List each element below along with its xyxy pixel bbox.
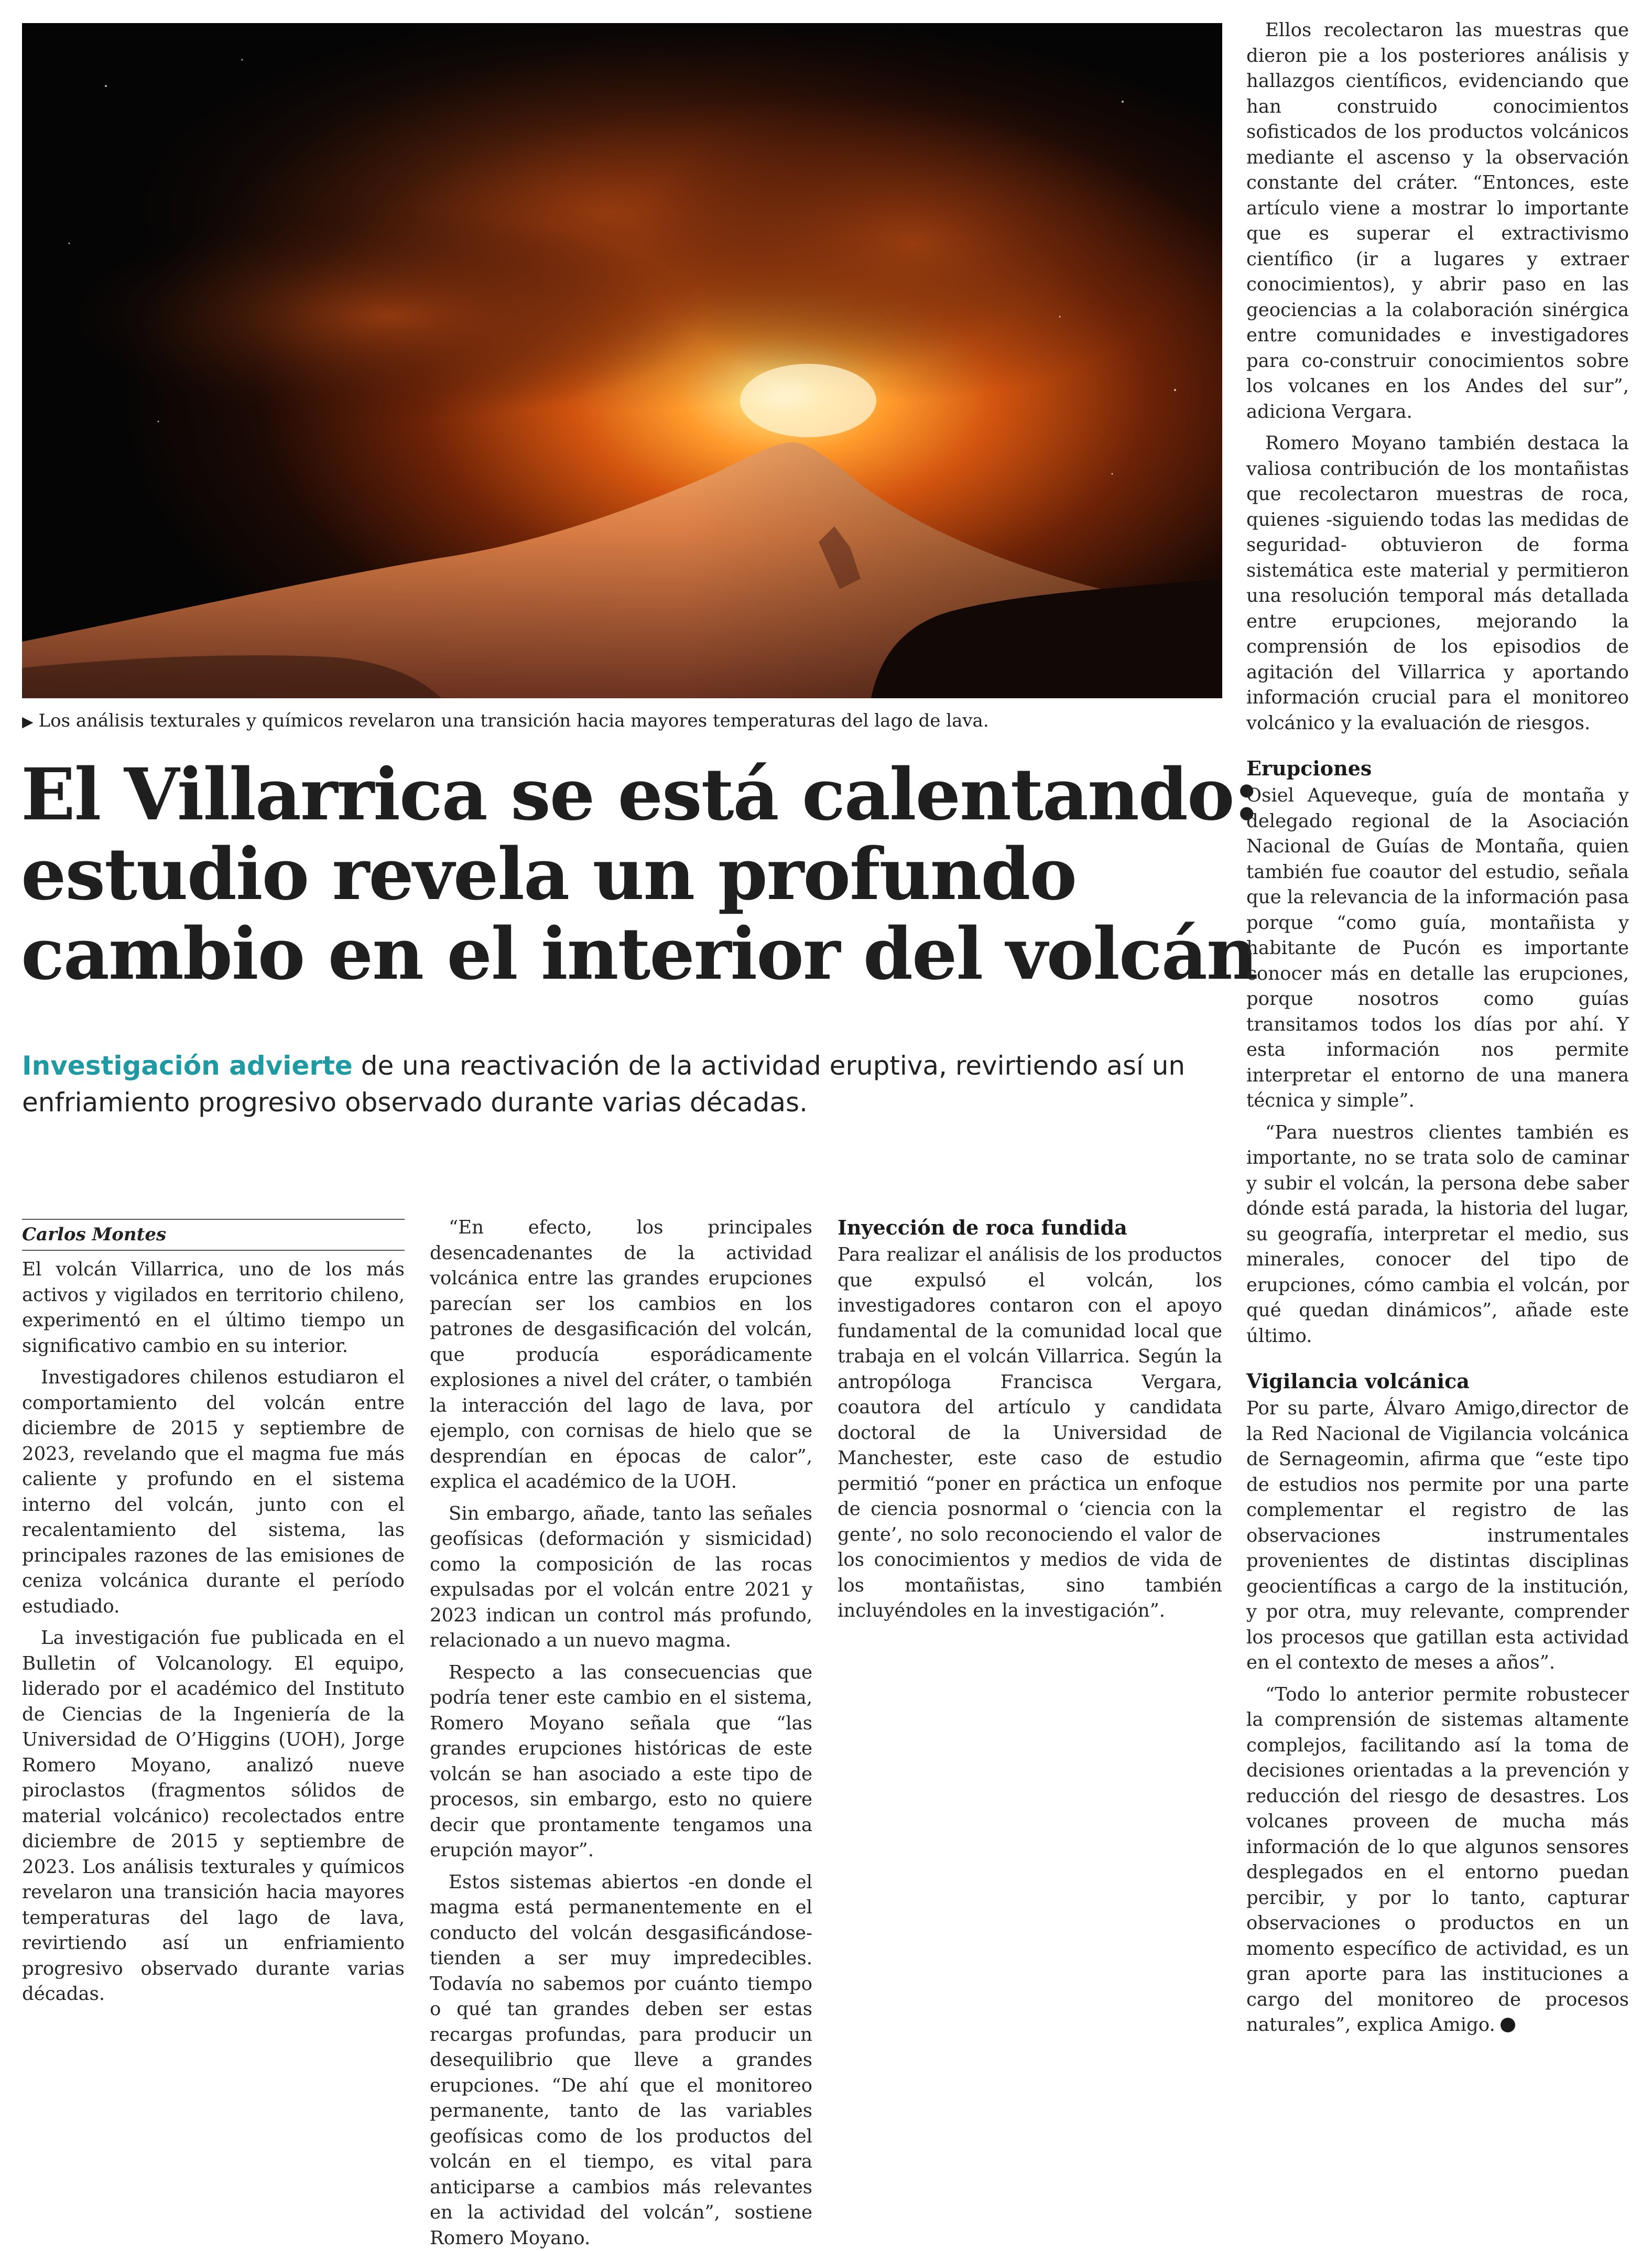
subhead-erupciones: Erupciones bbox=[1246, 756, 1629, 781]
subhead-vigilancia: Vigilancia volcánica bbox=[1246, 1369, 1629, 1394]
byline: Carlos Montes bbox=[22, 1222, 405, 1247]
dek-lead: Investigación advierte bbox=[22, 1051, 353, 1081]
caption-triangle-icon: ▶ bbox=[22, 710, 34, 734]
paragraph bbox=[1246, 1682, 1629, 2038]
paragraph: Por su parte, Álvaro Amigo,director de la Red Nacional de Vigilancia volcánica de Sernageomin, afirma que “este tipo de estudios nos permite por una parte complementar el registro de las observaciones instrumentales provenientes de distintas disciplinas geocientíficas a cargo de la institución, y por otra, muy relevante, comprender los procesos que gatillan esta actividad en el contexto de meses a años”. bbox=[1246, 1396, 1629, 1676]
paragraph: Romero Moyano también destaca la valiosa contribución de los montañistas que recolectaron muestras de roca, quienes -siguiendo todas las medidas de seguridad- obtuvieron de forma sistemática este material y permitieron una resolución temporal más detallada entre erupciones, mejorando la comprensión de los episodios de agitación del Villarrica y aportando información crucial para el monitoreo volcánico y la evaluación de riesgos. bbox=[1246, 431, 1629, 736]
byline-rule-top bbox=[22, 1219, 405, 1220]
headline-line-2: estudio revela un profundo bbox=[21, 835, 1226, 914]
caption-text: Los análisis texturales y químicos revelaron una transición hacia mayores temperaturas del lago de lava. bbox=[39, 710, 989, 731]
subhead-inyeccion: Inyección de roca fundida bbox=[838, 1215, 1222, 1240]
headline bbox=[21, 755, 1226, 994]
volcano-photo bbox=[22, 23, 1222, 698]
volcano-eruption-illustration bbox=[22, 23, 1222, 698]
end-mark-icon bbox=[1501, 2018, 1515, 2032]
paragraph: Estos sistemas abiertos -en donde el magma está permanentemente en el conducto del volcán desgasificándose- tienden a ser muy impredecibles. Todavía no sabemos por cuánto tiempo o qué tan grandes deben ser estas recargas profundas, para producir un desequilibrio que lleve a grandes erupciones. “De ahí que el monitoreo permanente, tanto de las variables geofísicas como de los productos del volcán en el tiempo, es vital para anticiparse a cambios más relevantes en la actividad del volcán”, sostiene Romero Moyano. bbox=[430, 1870, 812, 2251]
final-paragraph-text: “Todo lo anterior permite robustecer la comprensión de sistemas altamente complejos, facilitando así la toma de decisiones orientadas a la prevención y reducción del riesgo de desastres. Los volcanes proveen de mucha más información de lo que algunos sensores desplegados en el entorno puedan percibir, y por lo tanto, capturar observaciones o productos en un momento específico de actividad, es un gran aporte para las instituciones a cargo del monitoreo de procesos naturales”, explica Amigo. bbox=[1246, 1684, 1629, 2036]
paragraph: Respecto a las consecuencias que podría tener este cambio en el sistema, Romero Moyano señala que “las grandes erupciones históricas de este volcán se han asociado a este tipo de procesos, sin embargo, esto no quiere decir que prontamente tengamos una erupción mayor”. bbox=[430, 1660, 812, 1864]
article-column-4 bbox=[1246, 18, 1629, 2038]
article-column-3 bbox=[838, 1215, 1222, 1624]
headline-line-1: El Villarrica se está calentando: bbox=[21, 755, 1226, 835]
headline-line-3: cambio en el interior del volcán bbox=[21, 914, 1226, 994]
paragraph: “En efecto, los principales desencadenantes de la actividad volcánica entre las grandes erupciones parecían ser los cambios en los patrones de desgasificación del volcán, que producía esporádicamente explosiones a nivel del cráter, o también la interacción del lago de lava, por ejemplo, con cornisas de hielo que se desprendían en épocas de calor”, explica el académico de la UOH. bbox=[430, 1215, 812, 1495]
article-column-2 bbox=[430, 1215, 812, 2251]
dek bbox=[22, 1047, 1227, 1121]
paragraph: El volcán Villarrica, uno de los más activos y vigilados en territorio chileno, experimentó en el último tiempo un significativo cambio en su interior. bbox=[22, 1257, 405, 1359]
paragraph: Sin embargo, añade, tanto las señales geofísicas (deformación y sismicidad) como la composición de las rocas expulsadas por el volcán entre 2021 y 2023 indican un control más profundo, relacionado a un nuevo magma. bbox=[430, 1501, 812, 1654]
paragraph: Ellos recolectaron las muestras que dieron pie a los posteriores análisis y hallazgos científicos, evidenciando que han construido conocimientos sofisticados de los productos volcánicos mediante el ascenso y la observación constante del cráter. “Entonces, este artículo viene a mostrar lo importante que es superar el extractivismo científico (ir a lugares y extraer conocimientos), y abrir paso en las geociencias a la colaboración sinérgica entre comunidades e investigadores para co-construir conocimientos sobre los volcanes en los Andes del sur”, adiciona Vergara. bbox=[1246, 18, 1629, 425]
photo-caption bbox=[22, 709, 1222, 734]
dek-text: de una reactivación de la actividad eruptiva, revirtiendo así un enfriamiento progresivo observado durante varias décadas. bbox=[22, 1051, 1185, 1118]
paragraph: “Para nuestros clientes también es importante, no se trata solo de caminar y subir el volcán, la persona debe saber dónde está parada, la historia del lugar, su geografía, interpretar el medio, sus minerales, conocer del tipo de erupciones, cómo cambia el volcán, por qué quedan dinámicos”, añade este último. bbox=[1246, 1120, 1629, 1349]
paragraph: Investigadores chilenos estudiaron el comportamiento del volcán entre diciembre de 2015 y septiembre de 2023, revelando que el magma fue más caliente y profundo en el sistema interno del volcán, junto con el recalentamiento del sistema, las principales razones de las emisiones de ceniza volcánica durante el período estudiado. bbox=[22, 1365, 405, 1619]
article-column-1 bbox=[22, 1257, 405, 2007]
paragraph: La investigación fue publicada en el Bulletin of Volcanology. El equipo, liderado por el académico del Instituto de Ciencias de la Ingeniería de la Universidad de O’Higgins (UOH), Jorge Romero Moyano, analizó nueve piroclastos (fragmentos sólidos de material volcánico) recolectados entre diciembre de 2015 y septiembre de 2023. Los análisis texturales y químicos revelaron una transición hacia mayores temperaturas del lago de lava, revirtiendo así un enfriamiento progresivo observado durante varias décadas. bbox=[22, 1626, 405, 2007]
paragraph: Osiel Aqueveque, guía de montaña y delegado regional de la Asociación Nacional de Guías de Montaña, quien también fue coautor del estudio, señala que la relevancia de la información pasa porque “como guía, montañista y habitante de Pucón es importante conocer más en detalle las erupciones, porque nosotros como guías transitamos todos los días por ahí. Y esta información nos permite interpretar el entorno de una manera técnica y simple”. bbox=[1246, 783, 1629, 1114]
paragraph: Para realizar el análisis de los productos que expulsó el volcán, los investigadores contaron con el apoyo fundamental de la comunidad local que trabaja en el volcán Villarrica. Según la antropóloga Francisca Vergara, coautora del artículo y candidata doctoral de la Universidad de Manchester, este caso de estudio permitió “poner en práctica un enfoque de ciencia posnormal o ‘ciencia con la gente’, no solo reconociendo el valor de los conocimientos y medios de vida de los montañistas, sino también incluyéndoles en la investigación”. bbox=[838, 1242, 1222, 1624]
byline-rule bbox=[22, 1250, 405, 1251]
